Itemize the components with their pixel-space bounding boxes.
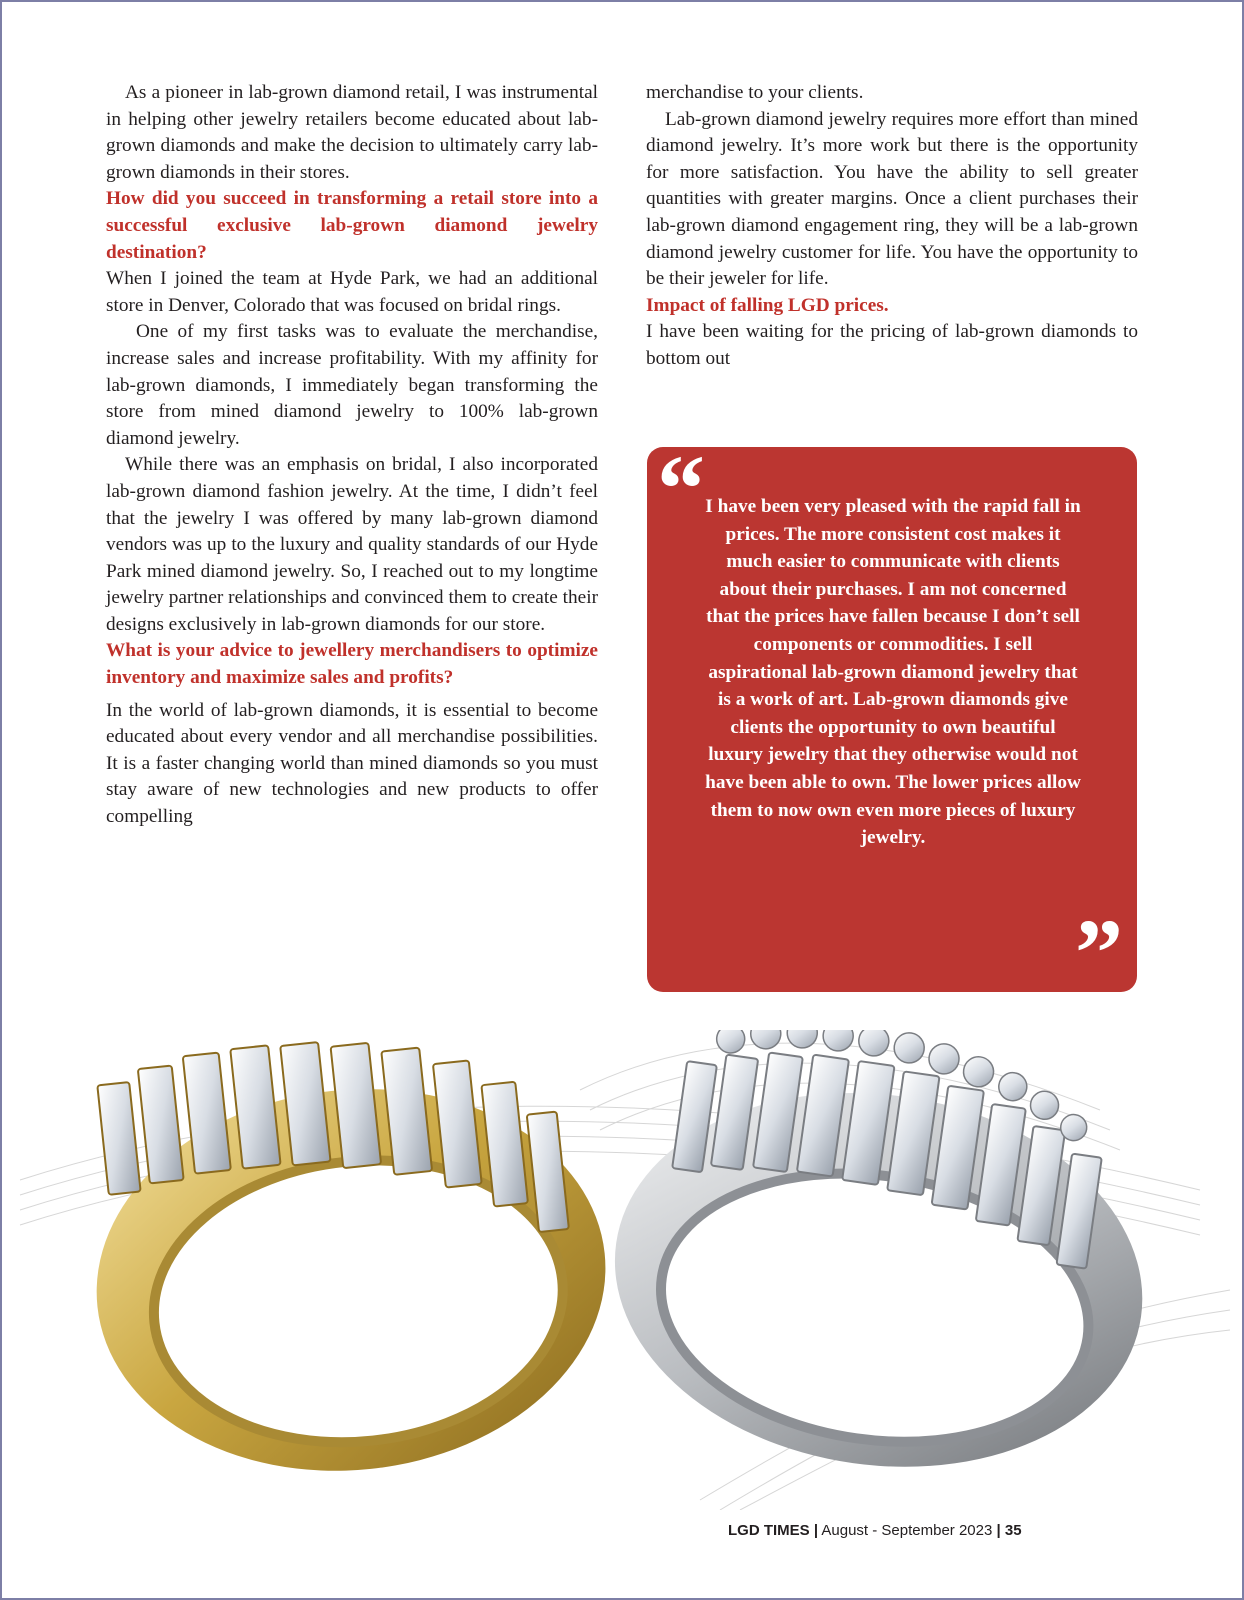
page-number: 35 [1004,1522,1022,1539]
gold-ring [72,1030,624,1496]
publication-name: LGD TIMES [728,1522,810,1539]
effort-paragraph: Lab-grown diamond jewelry requires more effort than mined diamond jewelry. It’s more work but there is the opportunity for more satisfaction. You have the ability to sell greater quantities with greater margins. Once a client purchases their lab-grown diamond engagement ring, they will be a lab-grown diamond jewelry customer for life. You have the opportunity to be their jeweler for life. [646,108,1138,290]
issue-date: August - September 2023 [821,1522,993,1539]
pull-quote-text: I have been very pleased with the rapid fall in prices. The more consistent cost makes it much easier to communicate with clients about their purchases. I am not concerned that the prices have fallen because I don’t sell components or commodities. I sell aspirational lab-grown diamond jewelry that is a work of art. Lab-grown diamonds give clients the opportunity to own beautiful luxury jewelry that they otherwise would not have been able to own. The lower prices allow them to now own even more pieces of luxury jewelry. [705,496,1081,849]
rings-illustration [0,1030,1244,1510]
prices-heading: Impact of falling LGD prices. [646,294,889,316]
answer-1-paragraph-3: While there was an emphasis on bridal, I also incorporated lab-grown diamond fashion jewelry. At the time, I didn’t feel that the jewelry I was offered by many lab-grown diamond vendors was up to the luxury and quality standards of our Hyde Park mined diamond jewelry. So, I reached out to my longtime jewelry partner relationships and convinced them to create their designs exclusively in lab-grown diamonds for our store. [106,454,598,635]
close-quote-mark: ” [1075,899,1123,1006]
footer-separator-2: | [996,1522,1001,1539]
answer-2-paragraph-1: In the world of lab-grown diamonds, it is essential to become educated about every vendor and all merchandise possibilities. It is a faster changing world than mined diamonds so you must stay aware of new technologies and new products to offer compelling [106,699,598,828]
intro-paragraph: As a pioneer in lab-grown diamond retail, I was instrumental in helping other jewelry retailers become educated about lab-grown diamonds and make the decision to ultimately carry lab-grown diamonds in their stores. [106,82,598,183]
footer-separator: | [813,1522,819,1539]
answer-1-paragraph-2: One of my first tasks was to evaluate the merchandise, increase sales and increase profitability. With my affinity for lab-grown diamonds, I immediately began transforming the store from mined diamond jewelry to 100% lab-grown diamond jewelry. [106,321,598,449]
answer-1-paragraph-1: When I joined the team at Hyde Park, we had an additional store in Denver, Colorado that was focused on bridal rings. [106,268,598,316]
left-column [106,80,598,831]
page-footer [728,1522,1022,1539]
open-quote-mark: “ [657,435,705,542]
question-heading-1: How did you succeed in transforming a retail store into a successful exclusive lab-grown diamond jewelry destination? [106,188,598,263]
prices-paragraph: I have been waiting for the pricing of lab-grown diamonds to bottom out [646,321,1138,369]
right-column [646,80,1138,373]
question-heading-2: What is your advice to jewellery merchandisers to optimize inventory and maximize sales and profits? [106,640,598,689]
continued-paragraph: merchandise to your clients. [646,82,864,103]
pull-quote-box [647,435,1137,1006]
